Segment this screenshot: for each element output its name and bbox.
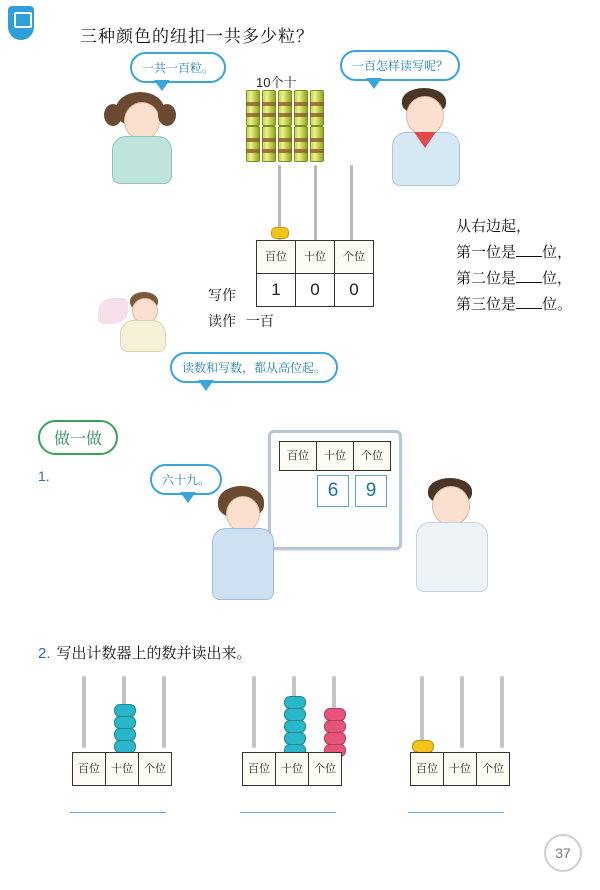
pv-digit-ones: 0	[335, 274, 374, 307]
abacus-2	[240, 676, 352, 816]
ab2-header-tens: 十位	[276, 753, 309, 786]
pv-header-hundreds: 百位	[257, 241, 296, 274]
q1-header-ones: 个位	[354, 442, 391, 471]
q1-digit-tens: 6	[317, 475, 349, 507]
ab1-header-ones: 个位	[139, 753, 172, 786]
ab3-header-hundreds: 百位	[411, 753, 444, 786]
line4-prefix: 第三位是	[455, 296, 516, 313]
q1-place-value-table	[279, 441, 391, 471]
pv-digit-hundreds: 1	[257, 274, 296, 307]
speech-bubble-girl-left: 一共一百粒。	[130, 52, 226, 83]
speech-bubble-girl-2: 六十九。	[150, 464, 222, 495]
practice-title: 做一做	[38, 420, 118, 455]
line4-suffix: 位。	[541, 296, 572, 313]
ab1-header-tens: 十位	[106, 753, 139, 786]
line2-suffix: 位，	[541, 244, 572, 261]
abacus-3	[408, 676, 520, 816]
blank-1	[516, 256, 542, 257]
girl-illustration-left	[100, 92, 180, 182]
right-instruction-text	[456, 214, 572, 318]
girl-illustration-2	[206, 486, 280, 598]
ab3-header-ones: 个位	[477, 753, 510, 786]
ab3-header-tens: 十位	[444, 753, 477, 786]
pv-header-tens: 十位	[296, 241, 335, 274]
counter-rods	[262, 165, 366, 243]
abacus-3-table	[410, 752, 510, 786]
stick-bundles-illustration	[246, 90, 318, 165]
ten-tens-label: 10个十	[256, 75, 297, 90]
blank-2	[516, 282, 542, 283]
practice-q1-number: 1.	[38, 468, 50, 484]
right-text-line-2	[456, 240, 572, 266]
q1-digit-ones: 9	[355, 475, 387, 507]
abacus-1-table	[72, 752, 172, 786]
q1-header-hundreds: 百位	[280, 442, 317, 471]
line3-suffix: 位，	[541, 270, 572, 287]
ab2-header-ones: 个位	[309, 753, 342, 786]
speech-bubble-fairy: 读数和写数，都从高位起。	[170, 352, 338, 383]
read-label: 读作	[208, 313, 236, 329]
pv-header-ones: 个位	[335, 241, 374, 274]
line3-prefix: 第二位是	[455, 270, 516, 287]
book-icon	[14, 12, 32, 28]
right-text-line-4	[456, 292, 572, 318]
corner-logo	[8, 6, 34, 40]
right-text-line-1: 从右边起，	[455, 218, 531, 235]
pv-digit-tens: 0	[296, 274, 335, 307]
blank-3	[516, 308, 542, 309]
framed-place-value-board	[268, 430, 402, 550]
abacus-2-answer-line	[240, 812, 336, 813]
abacus-2-table	[242, 752, 342, 786]
practice-q2-text: 写出计数器上的数并读出来。	[56, 645, 252, 662]
practice-q2-line	[38, 642, 252, 663]
practice-q2-number: 2.	[38, 645, 51, 662]
ab2-header-hundreds: 百位	[243, 753, 276, 786]
abacus-1	[70, 676, 182, 816]
write-read-block	[208, 282, 274, 334]
q1-header-tens: 十位	[317, 442, 354, 471]
fairy-illustration	[96, 292, 174, 356]
boy-illustration-2	[412, 478, 492, 590]
boy-illustration-right	[382, 88, 468, 184]
ab1-header-hundreds: 百位	[73, 753, 106, 786]
read-value: 一百	[245, 313, 274, 329]
write-label: 写作	[208, 287, 236, 303]
speech-bubble-boy-right: 一百怎样读写呢？	[340, 50, 460, 81]
right-text-line-3	[456, 266, 572, 292]
page-title: 三种颜色的纽扣一共多少粒？	[80, 27, 314, 46]
page-number: 37	[544, 834, 582, 872]
line2-prefix: 第一位是	[455, 244, 516, 261]
abacus-3-answer-line	[408, 812, 504, 813]
abacus-1-answer-line	[70, 812, 166, 813]
counter-bead	[271, 227, 289, 239]
